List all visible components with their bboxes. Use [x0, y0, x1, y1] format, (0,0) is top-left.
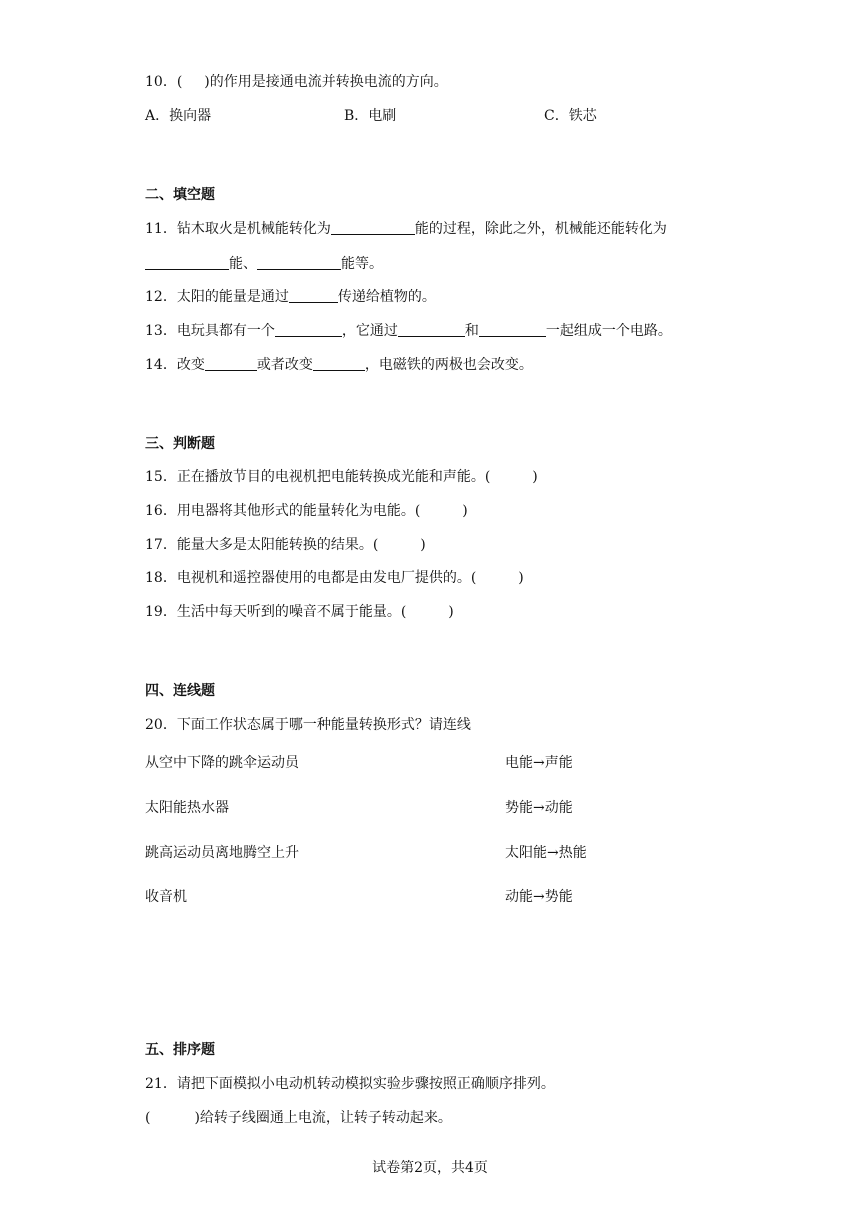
question-11-line2	[145, 254, 383, 274]
q10-option-b: B．电刷	[344, 108, 397, 124]
judge-item	[145, 535, 426, 555]
question-21-stem: 21．请把下面模拟小电动机转动模拟实验步骤按照正确顺序排列。	[145, 1076, 555, 1092]
section-match-heading: 四、连线题	[145, 683, 215, 699]
match-right-item: 太阳能→热能	[505, 845, 587, 861]
q12-part-b: 传递给植物的。	[337, 289, 436, 305]
match-left-item: 从空中下降的跳伞运动员	[145, 755, 299, 771]
q13-part-b: ，它通过	[341, 323, 398, 339]
match-right-item: 动能→势能	[505, 889, 573, 905]
q10-prefix: 10．(	[145, 74, 183, 90]
answer-blank	[275, 322, 342, 337]
question-13	[145, 321, 672, 341]
judge-item	[145, 501, 468, 521]
close-paren: )	[420, 537, 426, 553]
q11-part-b: 能的过程，除此之外，机械能还能转化为	[414, 221, 667, 237]
answer-blank	[257, 255, 341, 270]
answer-blank	[289, 288, 338, 303]
question-10	[145, 72, 448, 92]
q11-part-d: 能等。	[341, 256, 383, 272]
judge-item	[145, 467, 538, 487]
judge-item-text: 17．能量大多是太阳能转换的结果。(	[145, 537, 379, 553]
answer-blank	[479, 322, 546, 337]
q13-part-c: 和	[464, 323, 479, 339]
match-left-item: 跳高运动员离地腾空上升	[145, 845, 299, 861]
judge-item-text: 18．电视机和遥控器使用的电都是由发电厂提供的。(	[145, 570, 477, 586]
open-paren: (	[145, 1110, 151, 1126]
q10-option-a: A．换向器	[145, 108, 212, 124]
q10-suffix: )的作用是接通电流并转换电流的方向。	[204, 74, 448, 90]
q14-part-b: 或者改变	[256, 357, 313, 373]
question-11-line1	[145, 219, 667, 239]
judge-item	[145, 602, 454, 622]
section-fill-heading: 二、填空题	[145, 187, 215, 203]
q12-part-a: 12．太阳的能量是通过	[145, 289, 289, 305]
answer-blank	[313, 356, 365, 371]
section-order-heading: 五、排序题	[145, 1042, 215, 1058]
judge-item-text: 19．生活中每天听到的噪音不属于能量。(	[145, 604, 407, 620]
close-paren: )	[532, 469, 538, 485]
answer-blank	[145, 255, 229, 270]
q13-part-d: 一起组成一个电路。	[545, 323, 672, 339]
judge-item-text: 16．用电器将其他形式的能量转化为电能。(	[145, 503, 421, 519]
judge-item-text: 15．正在播放节目的电视机把电能转换成光能和声能。(	[145, 469, 491, 485]
judge-item	[145, 568, 524, 588]
question-12	[145, 287, 436, 307]
q14-part-c: ，电磁铁的两极也会改变。	[364, 357, 533, 373]
question-14	[145, 355, 533, 375]
question-20-stem: 20．下面工作状态属于哪一种能量转换形式？请连线	[145, 717, 471, 733]
q11-part-a: 11．钻木取火是机械能转化为	[145, 221, 331, 237]
q10-option-c: C．铁芯	[544, 108, 597, 124]
q21-step-text: )给转子线圈通上电流，让转子转动起来。	[194, 1110, 452, 1126]
match-left-item: 收音机	[145, 889, 187, 905]
answer-blank	[331, 220, 415, 235]
q14-part-a: 14．改变	[145, 357, 205, 373]
match-right-item: 势能→动能	[505, 800, 573, 816]
answer-blank	[205, 356, 257, 371]
match-right-item: 电能→声能	[505, 755, 573, 771]
close-paren: )	[448, 604, 454, 620]
page-footer: 试卷第2页，共4页	[372, 1160, 488, 1176]
q13-part-a: 13．电玩具都有一个	[145, 323, 275, 339]
section-judge-heading: 三、判断题	[145, 436, 215, 452]
question-21-step	[145, 1108, 452, 1128]
close-paren: )	[462, 503, 468, 519]
match-left-item: 太阳能热水器	[145, 800, 229, 816]
close-paren: )	[518, 570, 524, 586]
q11-part-c: 能、	[229, 256, 257, 272]
answer-blank	[398, 322, 465, 337]
